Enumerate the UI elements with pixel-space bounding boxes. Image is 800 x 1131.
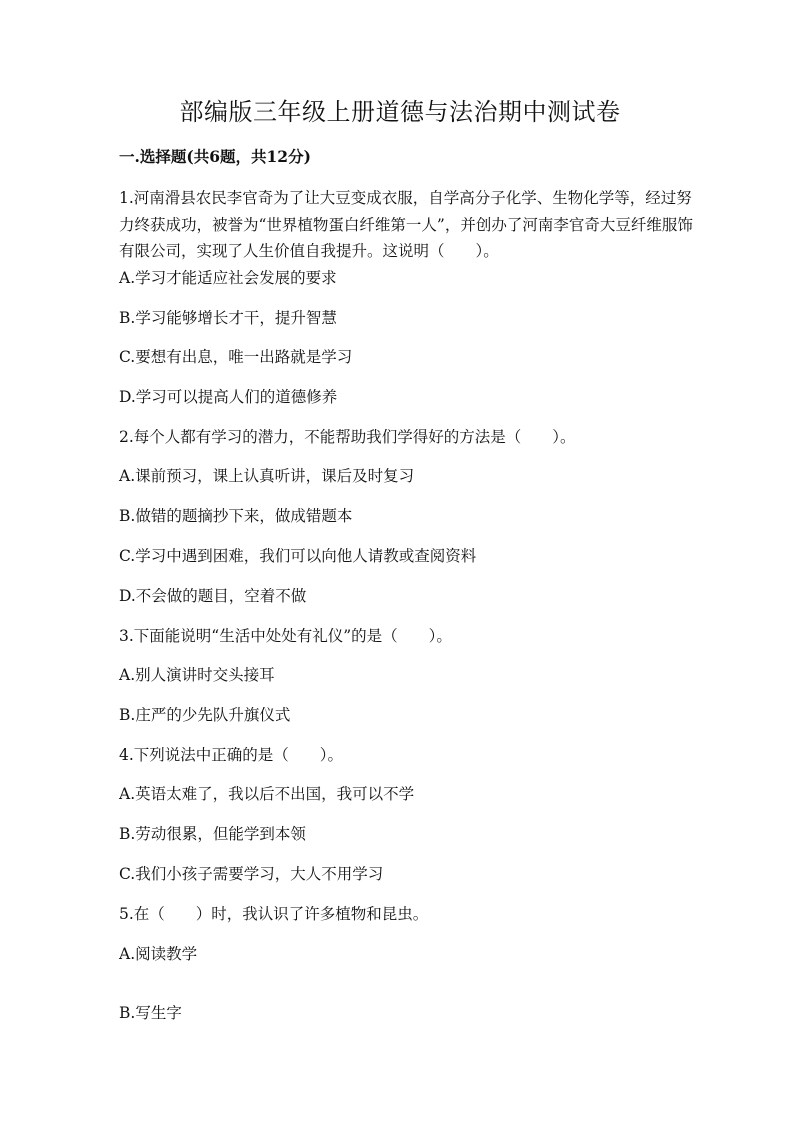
question-4-option-a: A.英语太难了，我以后不出国，我可以不学	[119, 785, 415, 803]
question-3-option-b: B.庄严的少先队升旗仪式	[119, 706, 291, 724]
question-5-option-a: A.阅读教学	[119, 945, 198, 963]
question-2-option-c: C.学习中遇到困难，我们可以向他人请教或查阅资料	[119, 547, 477, 565]
question-1-option-c: C.要想有出息，唯一出路就是学习	[119, 348, 353, 366]
question-1-option-a: A.学习才能适应社会发展的要求	[119, 269, 337, 287]
section-heading: 一.选择题(共6题，共12分)	[119, 147, 311, 166]
question-5-stem: 5.在（ ）时，我认识了许多植物和昆虫。	[119, 905, 429, 923]
question-3-option-a: A.别人演讲时交头接耳	[119, 666, 275, 684]
question-2-stem: 2.每个人都有学习的潜力，不能帮助我们学得好的方法是（ ）。	[119, 428, 576, 446]
question-5-option-b: B.写生字	[119, 1004, 182, 1022]
question-2-option-a: A.课前预习，课上认真听讲，课后及时复习	[119, 467, 415, 485]
question-4-option-c: C.我们小孩子需要学习，大人不用学习	[119, 865, 384, 883]
question-3-stem: 3.下面能说明“生活中处处有礼仪”的是（ ）。	[119, 627, 452, 645]
question-4-stem: 4.下列说法中正确的是（ ）。	[119, 746, 344, 764]
question-1-option-d: D.学习可以提高人们的道德修养	[119, 388, 338, 406]
question-1-stem: 1.河南滑县农民李官奇为了让大豆变成衣服，自学高分子化学、生物化学等，经过努力终获成功，被誉为“世界植物蛋白纤维第一人”，并创办了河南李官奇大豆纤维服饰有限公司，实现了人生价值自我提升。这说明（ ）。	[119, 189, 693, 260]
question-2-option-b: B.做错的题摘抄下来，做成错题本	[119, 507, 353, 525]
document-title: 部编版三年级上册道德与法治期中测试卷	[179, 98, 621, 126]
question-1-option-b: B.学习能够增长才干，提升智慧	[119, 309, 337, 327]
question-2-option-d: D.不会做的题目，空着不做	[119, 587, 307, 605]
question-4-option-b: B.劳动很累，但能学到本领	[119, 825, 306, 843]
